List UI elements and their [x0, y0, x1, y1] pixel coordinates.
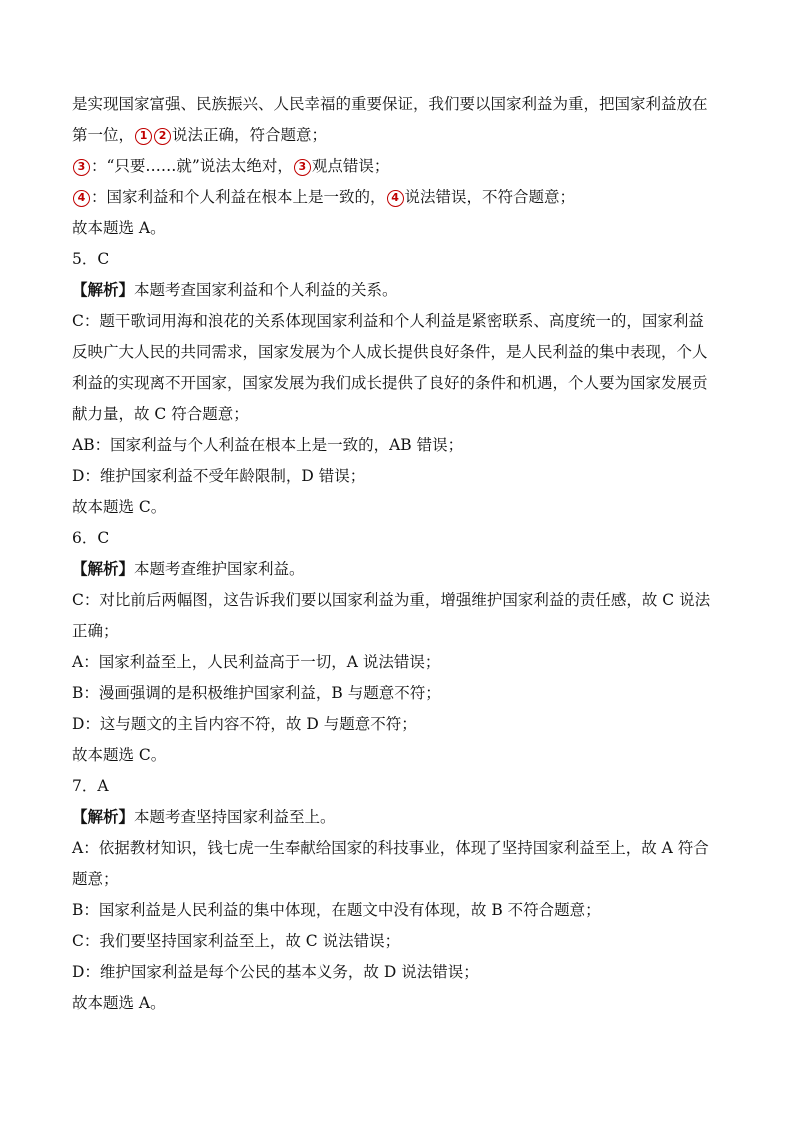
text-line [72, 92, 724, 116]
text-segment: 本题考查维护国家利益。 [134, 560, 305, 578]
text-segment: 说法错误，不符合题意； [404, 188, 576, 206]
text-segment: D：维护国家利益不受年龄限制，D 错误； [72, 467, 366, 485]
document-page [72, 92, 724, 1022]
text-segment: 题意； [72, 870, 119, 888]
analysis-label: 【解析】 [72, 280, 135, 299]
text-line [72, 743, 724, 767]
circled-number: 3 [294, 159, 311, 176]
text-line [72, 495, 724, 519]
circled-number: 2 [154, 128, 171, 145]
text-segment: 是实现国家富强、民族振兴、人民幸福的重要保证，我们要以国家利益为重，把国家利益放在 [72, 95, 708, 113]
text-segment: A：国家利益至上，人民利益高于一切，A 说法错误； [72, 653, 441, 671]
text-segment: B：国家利益是人民利益的集中体现，在题文中没有体现，故 B 不符合题意； [72, 901, 601, 919]
text-segment: 故本题选 A。 [72, 219, 166, 237]
text-segment: 利益的实现离不开国家，国家发展为我们成长提供了良好的条件和机遇，个人要为国家发展贡 [72, 374, 708, 392]
text-segment: C：我们要坚持国家利益至上，故 C 说法错误； [72, 932, 401, 950]
text-line [72, 247, 724, 271]
text-segment: 5．C [72, 250, 110, 268]
text-line [72, 433, 724, 457]
text-segment: 本题考查国家利益和个人利益的关系。 [134, 281, 398, 299]
text-segment: A：依据教材知识，钱七虎一生奉献给国家的科技事业，体现了坚持国家利益至上，故 A 符合 [72, 839, 709, 857]
text-line [72, 216, 724, 240]
circled-number: 1 [135, 128, 152, 145]
text-segment: 6．C [72, 529, 110, 547]
text-segment: 本题考查坚持国家利益至上。 [134, 808, 336, 826]
text-segment: ：“只要……就”说法太绝对， [91, 157, 293, 175]
text-segment: 献力量，故 C 符合题意； [72, 405, 249, 423]
text-segment: 正确； [72, 622, 119, 640]
text-segment: 说法正确，符合题意； [172, 126, 328, 144]
text-line [72, 960, 724, 984]
text-segment: 7．A [72, 777, 109, 795]
text-line [72, 774, 724, 798]
text-segment: AB：国家利益与个人利益在根本上是一致的，AB 错误； [72, 436, 464, 454]
text-line [72, 929, 724, 953]
text-segment: C：对比前后两幅图，这告诉我们要以国家利益为重，增强维护国家利益的责任感，故 C 说法 [72, 591, 711, 609]
text-segment: 故本题选 C。 [72, 746, 167, 764]
text-segment: B：漫画强调的是积极维护国家利益，B 与题意不符； [72, 684, 441, 702]
analysis-label: 【解析】 [72, 807, 135, 826]
text-line [72, 650, 724, 674]
text-segment: D：维护国家利益是每个公民的基本义务，故 D 说法错误； [72, 963, 479, 981]
text-segment: 故本题选 A。 [72, 994, 166, 1012]
text-line [72, 340, 724, 364]
text-line [72, 371, 724, 395]
text-line [72, 154, 724, 178]
text-line [72, 898, 724, 922]
circled-number: 4 [387, 190, 404, 207]
text-line [72, 867, 724, 891]
text-line [72, 278, 724, 302]
text-line [72, 619, 724, 643]
text-segment: 反映广大人民的共同需求，国家发展为个人成长提供良好条件，是人民利益的集中表现，个人 [72, 343, 708, 361]
text-line [72, 185, 724, 209]
text-line [72, 123, 724, 147]
text-segment: 故本题选 C。 [72, 498, 167, 516]
text-line [72, 526, 724, 550]
text-line [72, 805, 724, 829]
text-segment: C：题干歌词用海和浪花的关系体现国家利益和个人利益是紧密联系、高度统一的，国家利益 [72, 312, 704, 330]
text-line [72, 309, 724, 333]
analysis-label: 【解析】 [72, 559, 135, 578]
circled-number: 4 [73, 190, 90, 207]
text-segment: 第一位， [72, 126, 135, 144]
text-line [72, 836, 724, 860]
text-segment: ：国家利益和个人利益在根本上是一致的， [91, 188, 386, 206]
text-line [72, 588, 724, 612]
text-line [72, 402, 724, 426]
text-line [72, 464, 724, 488]
text-line [72, 712, 724, 736]
text-segment: 观点错误； [311, 157, 390, 175]
text-line [72, 991, 724, 1015]
text-segment: D：这与题文的主旨内容不符，故 D 与题意不符； [72, 715, 417, 733]
text-line [72, 681, 724, 705]
circled-number: 3 [73, 159, 90, 176]
text-line [72, 557, 724, 581]
